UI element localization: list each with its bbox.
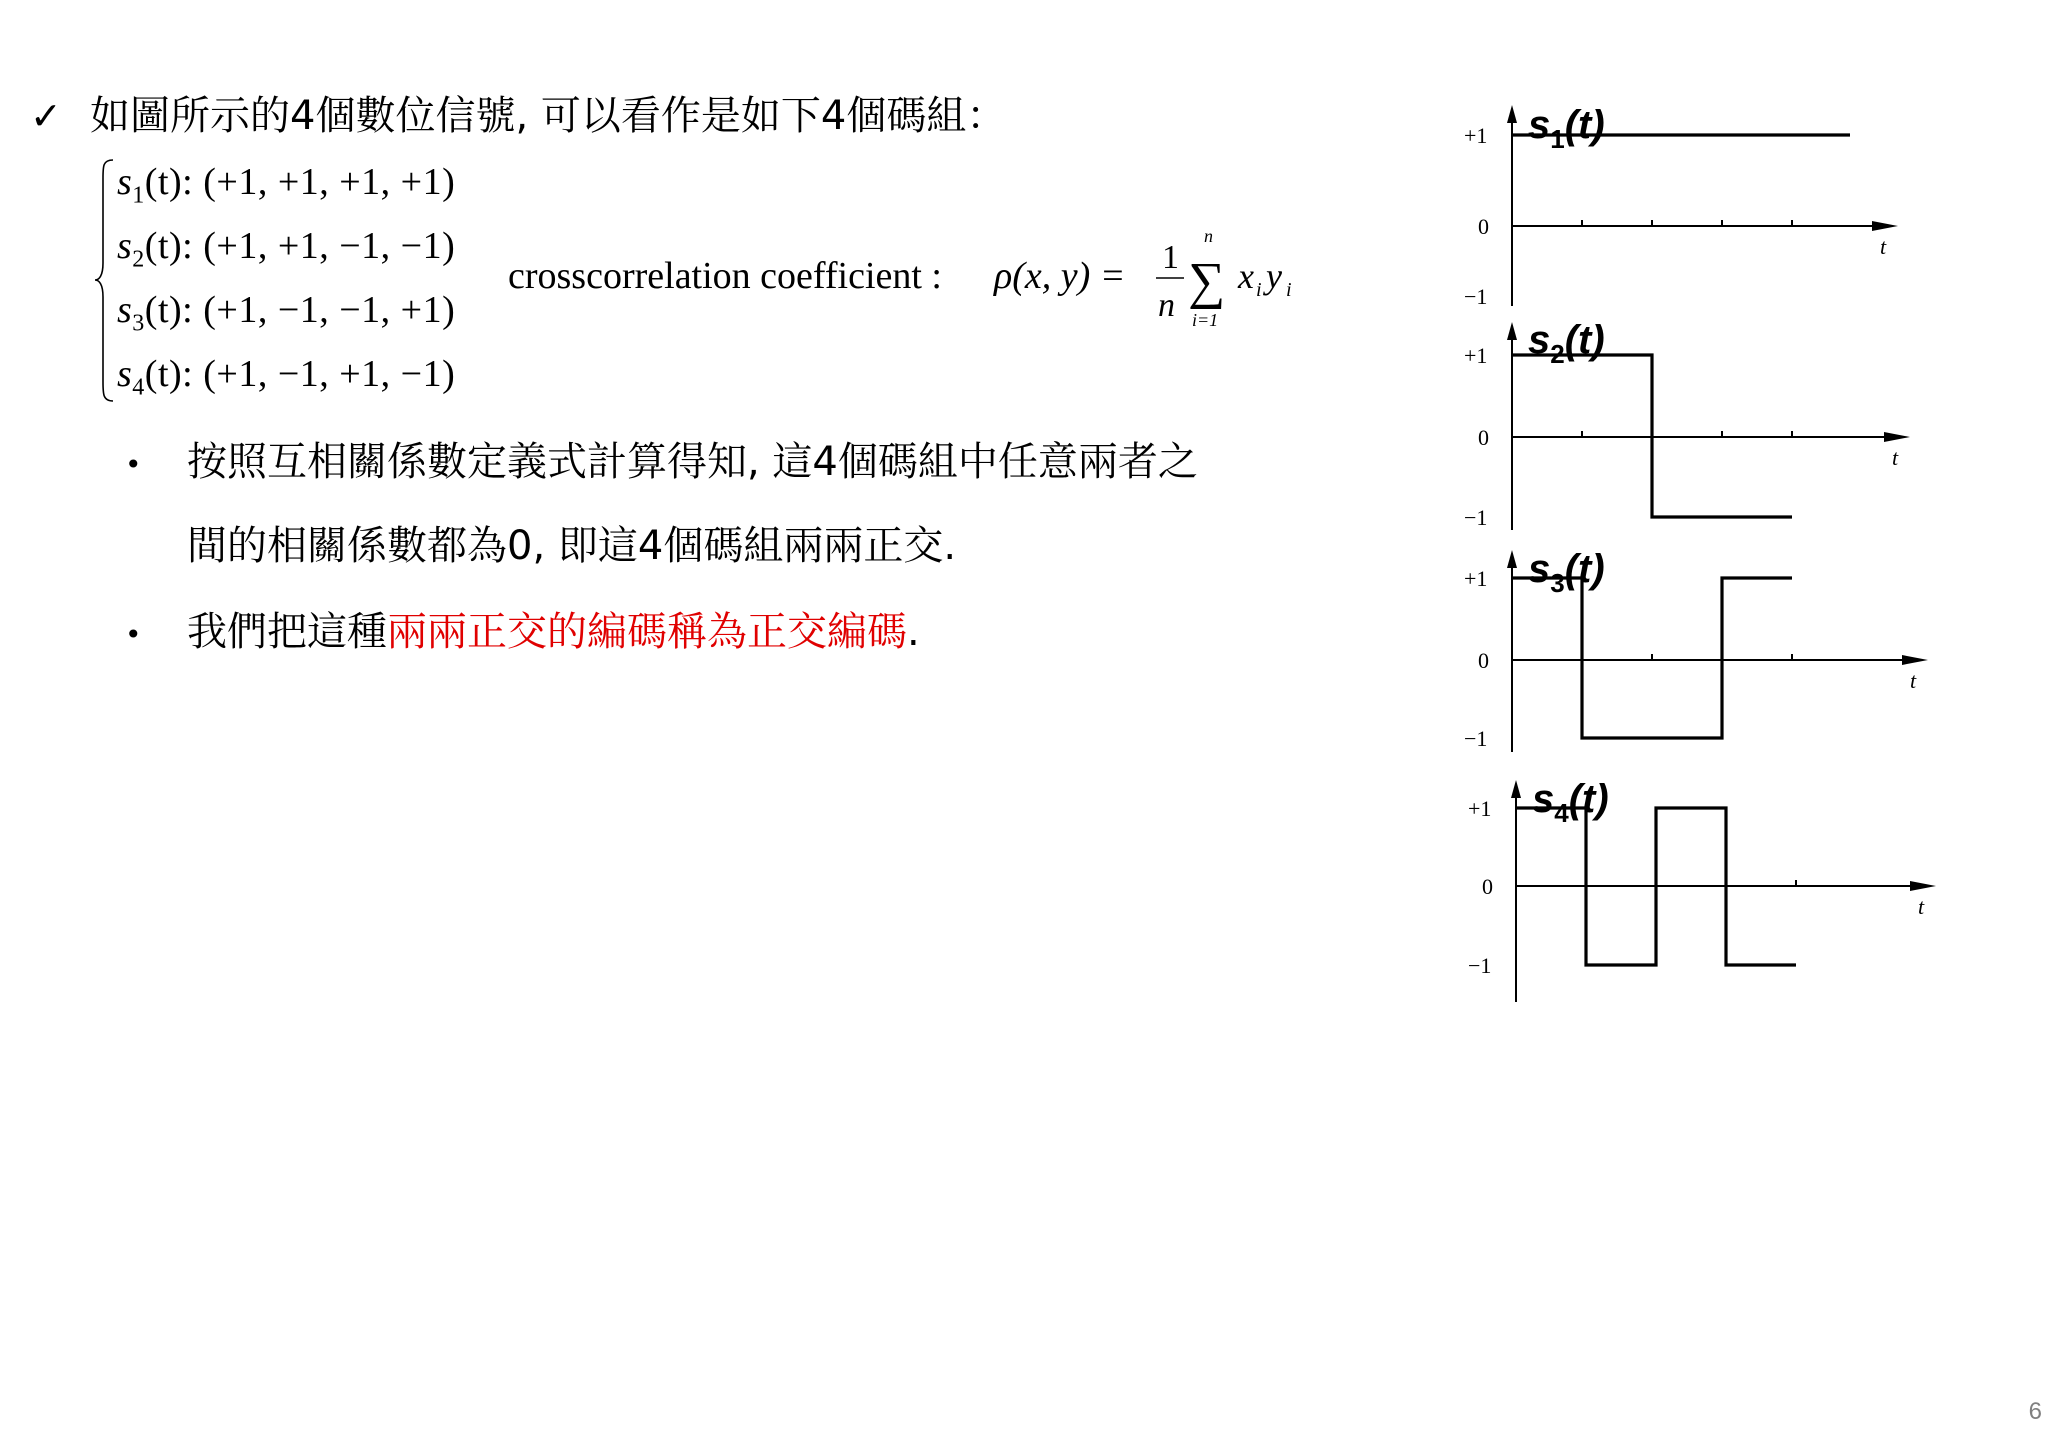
formula-frac-den: n xyxy=(1158,287,1175,324)
code-signal-arg: (t) xyxy=(144,225,183,267)
x-axis-label: t xyxy=(1880,234,1887,259)
code-line xyxy=(117,224,455,274)
left-brace-icon xyxy=(95,158,117,403)
y-tick-label-plus1: +1 xyxy=(1464,343,1488,368)
x-axis-arrow-icon xyxy=(1872,221,1898,231)
y-tick-label-zero: 0 xyxy=(1478,425,1489,450)
y-axis-arrow-icon xyxy=(1507,550,1517,568)
signal-title-sub: 3 xyxy=(1550,568,1565,598)
y-axis-arrow-icon xyxy=(1507,322,1517,340)
x-axis-label: t xyxy=(1892,445,1899,470)
signal-title xyxy=(1528,547,1605,598)
bullet-1-line-2: 間的相關係數都為0, 即這4個碼組兩兩正交. xyxy=(187,523,957,569)
code-list xyxy=(95,158,515,403)
waveform-diagram xyxy=(1440,60,1960,1020)
y-axis-arrow-icon xyxy=(1511,780,1521,798)
y-tick-label-zero: 0 xyxy=(1478,214,1489,239)
formula-label-row xyxy=(508,254,942,298)
formula-label: crosscorrelation coefficient : xyxy=(508,255,942,297)
bullet-1-continuation xyxy=(187,514,956,571)
signal-title-arg: (t) xyxy=(1564,103,1605,147)
code-signal-name: s xyxy=(117,289,133,331)
bullet-item xyxy=(125,430,1198,487)
code-signal-sub: 2 xyxy=(132,246,145,273)
signal-title-name: s xyxy=(1528,547,1551,591)
y-tick-label-minus1: −1 xyxy=(1468,953,1492,978)
sum-upper-limit: n xyxy=(1204,228,1213,246)
signal-title xyxy=(1532,777,1609,828)
signal-title xyxy=(1528,318,1605,369)
signal-title xyxy=(1528,103,1605,154)
bullet-icon: • xyxy=(125,617,142,651)
headline-text: 如圖所示的4個數位信號, 可以看作是如下4個碼組： xyxy=(90,93,1007,139)
code-signal-name: s xyxy=(117,161,133,203)
y-tick-label-minus1: −1 xyxy=(1464,284,1488,309)
signal-title-name: s xyxy=(1528,318,1551,362)
y-tick-label-zero: 0 xyxy=(1478,648,1489,673)
code-line xyxy=(117,160,455,210)
y-axis-arrow-icon xyxy=(1507,105,1517,123)
code-value: : (+1, −1, −1, +1) xyxy=(182,289,456,331)
bullet-2-prefix: 我們把這種 xyxy=(187,609,387,655)
page-number: 6 xyxy=(2028,1398,2042,1425)
y-tick-label-plus1: +1 xyxy=(1464,123,1488,148)
code-signal-sub: 1 xyxy=(132,182,145,209)
formula-term-y-sub: i xyxy=(1286,279,1292,301)
code-signal-sub: 3 xyxy=(132,310,145,337)
bullet-icon: • xyxy=(125,447,142,481)
code-value: : (+1, +1, −1, −1) xyxy=(182,225,456,267)
formula-frac-num: 1 xyxy=(1162,239,1179,276)
headline xyxy=(30,88,1006,144)
y-tick-label-minus1: −1 xyxy=(1464,505,1488,530)
sum-lower-limit: i=1 xyxy=(1192,310,1219,330)
code-value: : (+1, +1, +1, +1) xyxy=(182,161,456,203)
signal-title-name: s xyxy=(1532,777,1555,821)
x-axis-label: t xyxy=(1918,894,1925,919)
bullet-2-suffix: . xyxy=(907,609,920,655)
x-axis-arrow-icon xyxy=(1884,432,1910,442)
code-signal-arg: (t) xyxy=(144,161,183,203)
y-tick-label-minus1: −1 xyxy=(1464,726,1488,751)
y-tick-label-plus1: +1 xyxy=(1464,566,1488,591)
signal-title-sub: 4 xyxy=(1554,798,1569,828)
formula-lhs: ρ(x, y) = xyxy=(994,255,1126,297)
x-axis-arrow-icon xyxy=(1910,881,1936,891)
y-tick-label-plus1: +1 xyxy=(1468,796,1492,821)
code-signal-name: s xyxy=(117,225,133,267)
code-value: : (+1, −1, +1, −1) xyxy=(182,353,456,395)
code-signal-sub: 4 xyxy=(132,374,145,401)
checkmark-icon: ✓ xyxy=(30,94,62,138)
sum-icon: ∑ xyxy=(1188,253,1226,310)
signal-title-sub: 2 xyxy=(1550,339,1565,369)
x-axis-label: t xyxy=(1910,668,1917,693)
code-signal-arg: (t) xyxy=(144,289,183,331)
formula-term-x: x xyxy=(1238,256,1254,296)
code-signal-name: s xyxy=(117,353,133,395)
x-axis-arrow-icon xyxy=(1902,655,1928,665)
formula-term-y: y xyxy=(1266,256,1282,296)
signal-title-arg: (t) xyxy=(1564,547,1605,591)
code-signal-arg: (t) xyxy=(144,353,183,395)
signal-title-sub: 1 xyxy=(1550,124,1565,154)
bullet-1-line-1: 按照互相關係數定義式計算得知, 這4個碼組中任意兩者之 xyxy=(187,439,1198,485)
code-line xyxy=(117,288,455,338)
bullet-item xyxy=(125,600,920,657)
code-line xyxy=(117,352,455,402)
signal-title-arg: (t) xyxy=(1568,777,1609,821)
bullet-2-highlight: 兩兩正交的編碼稱為正交編碼 xyxy=(387,609,907,655)
signal-title-name: s xyxy=(1528,103,1551,147)
formula-expression xyxy=(990,228,1320,338)
y-tick-label-zero: 0 xyxy=(1482,874,1493,899)
formula-term-x-sub: i xyxy=(1256,279,1262,301)
signal-title-arg: (t) xyxy=(1564,318,1605,362)
